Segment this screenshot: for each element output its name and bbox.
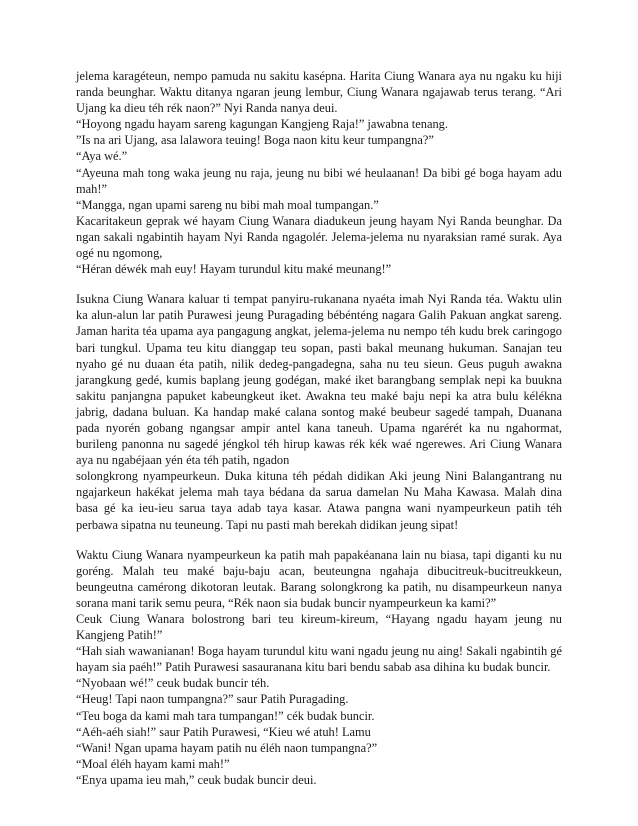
text-paragraph: Waktu Ciung Wanara nyampeurkeun ka patih mah papakéanana lain nu biasa, tapi diganti ku nu goréng. Malah teu maké baju-baju acan, beuteungna ngahaja dibucitreuk-bucitreukkeun, beungeutna camérong dikotoran leutak. Barang solongkrong ka patih, nu disampeurkeun nanya sorana mani tarik semu peura, “Rék naon sia budak buncir nyampeurkeun ka kami?” bbox=[76, 547, 562, 610]
text-paragraph: “Héran déwék mah euy! Hayam turundul kitu maké meunang!” bbox=[76, 262, 392, 277]
text-paragraph: “Aya wé.” bbox=[76, 149, 128, 164]
text-paragraph: ”Is na ari Ujang, asa lalawora teuing! Boga naon kitu keur tumpangna?” bbox=[76, 133, 434, 148]
text-paragraph: “Heug! Tapi naon tumpangna?” saur Patih Puragading. bbox=[76, 692, 349, 707]
text-paragraph: Isukna Ciung Wanara kaluar ti tempat panyiru-rukanana nyaéta imah Nyi Randa téa. Waktu ulin ka alun-alun lar patih Purawesi jeung Puragading bébénténg nagara Galih Pakuan angkat sareng. Jaman harita téa upama aya pangagung angkat, jelema-jelema nu nempo téh kudu brek caringogo bari tungkul. Upama teu kitu dianggap teu sopan, pasti bakal meunang hukuman. Sanajan teu nyaho gé nu duaan éta patih, nilik dedeg-pangadegna, saha nu teu sieun. Geus puguh awakna jarangkung gedé, kumis baplang jeung godégan, maké iket barangbang semplak nepi ka buukna sakitu panjangna papuket kabeungkeut iket. Awakna teu maké baju nepi ka atra bulu kélékna jabrig, dadana buluan. Ka handap maké calana sontog maké beubeur sagedé tampah, Duanana pada nyorén gobang ngangsar ampir antel kana taneuh. Upama ngarérét ka nu ngahormat, burileng panonna nu sagedé jéngkol téh hirup kawas rék kék waé ngerewes. Ari Ciung Wanara aya nu ngabéjaan yén éta téh patih, ngadon bbox=[76, 292, 562, 468]
text-paragraph: “Enya upama ieu mah,” ceuk budak buncir deui. bbox=[76, 772, 317, 787]
paragraph-gap bbox=[76, 277, 562, 291]
document-page bbox=[76, 68, 562, 788]
text-paragraph: “Ayeuna mah tong waka jeung nu raja, jeung nu bibi wé heulaanan! Da bibi gé boga hayam adu mah!” bbox=[76, 165, 562, 196]
paragraph-gap bbox=[76, 533, 562, 547]
text-paragraph: solongkrong nyampeurkeun. Duka kituna téh pédah didikan Aki jeung Nini Balangantrang nu ngajarkeun hakékat jelema mah taya bédana da sarua damelan Nu Maha Kawasa. Malah dina basa gé ka ieu-ieu sarua taya adab taya kasar. Atawa pangna wani nyampeurkeun patih téh perbawa sipatna nu teuneung. Tapi nu pasti mah berekah didikan jeung sipat! bbox=[76, 469, 562, 532]
text-paragraph: “Aéh-aéh siah!” saur Patih Purawesi, “Kieu wé atuh! Lamu bbox=[76, 724, 371, 739]
text-paragraph: “Moal éléh hayam kami mah!” bbox=[76, 756, 230, 771]
text-paragraph: “Wani! Ngan upama hayam patih nu éléh naon tumpangna?” bbox=[76, 740, 378, 755]
text-paragraph: “Hoyong ngadu hayam sareng kagungan Kangjeng Raja!” jawabna tenang. bbox=[76, 117, 448, 132]
text-paragraph: Ceuk Ciung Wanara bolostrong bari teu kireum-kireum, “Hayang ngadu hayam jeung nu Kangjeng Patih!” bbox=[76, 612, 562, 643]
text-paragraph: jelema karagéteun, nempo pamuda nu sakitu kasépna. Harita Ciung Wanara aya nu ngaku ku hiji randa beunghar. Waktu ditanya ngaran jeung lembur, Ciung Wanara ngajawab terus terang. “Ari Ujang ka dieu téh rék naon?” Nyi Randa nanya deui. bbox=[76, 69, 562, 116]
text-paragraph: “Hah siah wawanianan! Boga hayam turundul kitu wani ngadu jeung nu aing! Sakali ngabintih gé hayam sia paéh!” Patih Purawesi sasauranana kitu bari bendu sabab asa dihina ku budak buncir. bbox=[76, 644, 562, 675]
text-paragraph: Kacaritakeun geprak wé hayam Ciung Wanara diadukeun jeung hayam Nyi Randa beunghar. Da ngan sakali ngabintih hayam Nyi Randa ngagolér. Jelema-jelema nu nyaraksian ramé surak. Aya ogé nu ngomong, bbox=[76, 213, 562, 261]
text-paragraph: “Mangga, ngan upami sareng nu bibi mah moal tumpangan.” bbox=[76, 197, 379, 212]
text-paragraph: “Nyobaan wé!” ceuk budak buncir téh. bbox=[76, 676, 270, 691]
text-paragraph: “Teu boga da kami mah tara tumpangan!” cék budak buncir. bbox=[76, 708, 375, 723]
